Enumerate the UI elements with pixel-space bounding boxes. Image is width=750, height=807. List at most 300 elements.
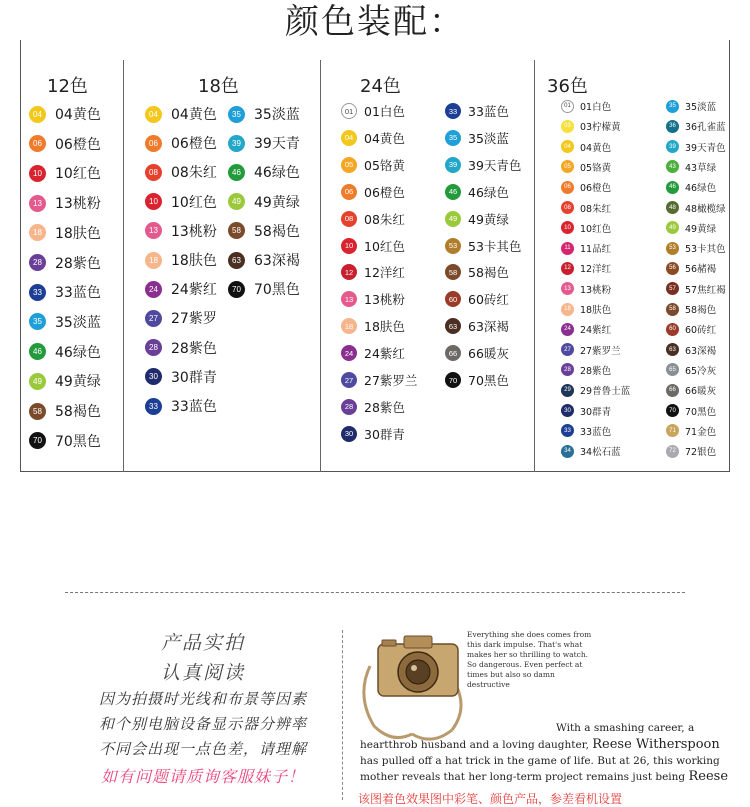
color-swatch: 05 [561,160,574,173]
color-entry [29,104,101,124]
color-swatch: 60 [445,291,461,307]
color-swatch: 58 [445,264,461,280]
color-name: 46绿色 [254,165,300,182]
section-divider [65,592,685,593]
color-swatch: 24 [561,323,574,336]
color-swatch: 70 [666,404,679,417]
color-entry [341,102,405,120]
color-entry [341,129,405,147]
camera-shutter [382,640,396,646]
notice-line-4: 如有问题请质询客服妹子！ [100,767,305,786]
color-name: 63深褐 [254,253,300,269]
column-title-18: 18色 [198,76,239,97]
color-entry [666,424,716,438]
color-swatch: 70 [228,281,245,298]
color-swatch: 72 [666,445,679,458]
color-entry [145,396,217,416]
color-entry [445,317,509,335]
color-name: 24紫红 [580,325,612,337]
photo-quote [467,630,597,690]
color-swatch: 34 [561,445,574,458]
color-entry [561,444,621,458]
story-text: mother reveals that her long-term project remains just being [360,771,689,783]
color-entry [561,180,611,194]
color-swatch: 08 [145,164,162,181]
color-entry [29,431,101,451]
color-swatch: 49 [228,193,245,210]
color-name: 57焦红褐 [685,284,726,296]
color-name: 49黄绿 [468,211,509,227]
column-title-36: 36色 [547,76,588,97]
color-entry [561,383,630,397]
color-entry [445,290,509,308]
color-entry [29,342,101,362]
color-name: 05铬黄 [364,157,405,173]
color-name: 60砖红 [468,292,509,308]
color-entry [445,263,509,281]
color-swatch: 33 [29,284,46,301]
color-name: 39天青色 [685,142,726,154]
color-name: 70黑色 [55,433,101,450]
color-swatch: 13 [29,195,46,212]
color-entry [561,119,621,133]
color-entry [666,282,726,296]
color-name: 18肤色 [580,305,612,316]
color-swatch: 63 [445,318,461,334]
color-swatch: 05 [341,157,357,173]
color-entry [341,263,405,281]
color-name: 53卡其色 [685,244,726,256]
color-name: 30群青 [171,369,217,386]
color-swatch: 35 [228,106,245,123]
color-swatch: 04 [29,106,46,123]
color-entry [228,279,300,299]
color-name: 05铬黄 [580,162,612,174]
color-swatch: 65 [666,363,679,376]
color-swatch: 12 [341,264,357,280]
color-name: 33蓝色 [580,426,612,438]
color-name: 34松石蓝 [580,447,621,459]
color-name: 11品红 [580,244,612,256]
page-title: 颜色装配： [285,2,465,42]
color-entry [561,241,611,255]
color-name: 35淡蓝 [468,130,509,146]
color-name: 28紫色 [55,255,101,272]
story-line: With a smashing career, a [556,722,695,734]
color-entry [445,210,509,228]
color-name: 06橙色 [171,136,217,153]
color-name: 65冷灰 [685,365,717,377]
color-swatch: 04 [145,106,162,123]
color-name: 39天青 [254,136,300,153]
color-swatch: 53 [666,242,679,255]
color-name: 35淡蓝 [685,102,717,113]
color-swatch: 39 [228,135,245,152]
color-name: 01白色 [580,102,612,113]
color-entry [561,363,611,377]
color-swatch: 58 [228,222,245,239]
color-entry [341,371,417,389]
color-swatch: 30 [561,404,574,417]
color-swatch: 71 [666,424,679,437]
color-entry [145,279,217,299]
color-swatch: 06 [561,181,574,194]
color-name: 35淡蓝 [254,107,300,123]
quote-line: So dangerous. Even perfect at [467,660,583,669]
color-swatch: 03 [561,120,574,133]
color-name: 04黄色 [55,107,101,123]
color-swatch: 46 [445,184,461,200]
color-swatch: 18 [29,224,46,241]
color-swatch: 13 [561,282,574,295]
color-name: 35淡蓝 [55,314,101,331]
color-name: 60砖红 [685,325,717,337]
color-swatch: 35 [666,100,679,113]
color-name: 12洋红 [580,264,612,276]
quote-line: destructive [467,680,510,689]
color-name: 56赭褐 [685,264,717,276]
lens-glare [411,665,417,671]
color-swatch: 63 [228,252,245,269]
color-name: 06橙色 [364,184,405,200]
color-entry [145,192,217,212]
color-swatch: 63 [666,343,679,356]
color-name: 48橄榄绿 [685,203,726,215]
color-entry [666,201,726,215]
color-entry [561,99,611,113]
color-name: 08朱红 [364,211,405,227]
color-entry [666,180,716,194]
color-name: 58褐色 [685,305,717,316]
color-entry [341,156,405,174]
notice-line-1: 因为拍摄时光线和布景等因素 [98,690,307,708]
color-entry [445,344,509,362]
color-entry [561,261,611,275]
color-name: 18肤色 [171,253,217,269]
color-entry [666,140,726,154]
color-swatch: 18 [341,318,357,334]
color-entry [228,133,300,153]
color-entry [341,183,405,201]
color-entry [29,312,101,332]
notice-heading-1: 产品实拍 [160,632,245,654]
color-entry [29,401,101,421]
color-swatch: 10 [561,221,574,234]
color-name: 70黑色 [468,373,509,388]
photo-divider [342,630,343,800]
color-entry [561,282,611,296]
color-entry [666,444,716,458]
color-swatch: 33 [445,103,461,119]
color-entry [666,363,716,377]
color-swatch: 70 [29,432,46,449]
notice-line-2: 和个别电脑设备显示器分辨率 [98,715,307,733]
color-entry [445,129,509,147]
color-swatch: 66 [666,384,679,397]
color-swatch: 08 [341,211,357,227]
story-line: has pulled off a hat trick in the game of life. But at 26, this working [360,755,720,767]
color-entry [29,223,101,243]
color-swatch: 12 [561,262,574,275]
color-swatch: 28 [341,399,357,415]
color-entry [666,261,716,275]
color-entry [561,343,621,357]
color-entry [228,162,300,182]
quote-line: times but also so damn [467,670,555,679]
color-name: 66暖灰 [468,346,509,362]
color-name: 13桃粉 [580,284,612,296]
color-entry [29,371,101,391]
color-name: 28紫色 [171,340,217,357]
color-name: 18肤色 [364,319,405,335]
color-name: 04黄色 [364,130,405,146]
color-name: 08朱红 [580,203,612,215]
quote-line: this dark impulse. That's what [467,640,583,649]
color-swatch: 49 [445,211,461,227]
color-name: 58褐色 [254,223,300,240]
color-entry [445,371,509,389]
color-name: 27紫罗兰 [364,373,418,388]
color-swatch: 53 [445,238,461,254]
color-name: 10红色 [55,166,101,183]
quote-line: makes her so thrilling to watch. [467,650,589,659]
color-entry [29,193,101,213]
color-entry [561,424,611,438]
color-entry [145,221,217,241]
color-entry [666,99,716,113]
color-swatch: 70 [445,372,461,388]
color-entry [341,210,405,228]
color-swatch: 28 [561,363,574,376]
color-entry [341,237,405,255]
color-name: 10红色 [171,194,217,211]
camera-viewfinder [404,636,432,648]
color-entry [445,237,521,255]
column-title-24: 24色 [360,76,401,97]
color-entry [666,241,726,255]
color-name: 63深褐 [685,345,717,357]
color-swatch: 58 [29,403,46,420]
color-name: 13桃粉 [364,292,405,308]
color-entry [666,383,716,397]
column-title-12: 12色 [47,76,88,97]
color-swatch: 04 [561,140,574,153]
color-entry [561,322,611,336]
color-name: 27紫罗 [171,311,217,328]
color-name: 30群青 [364,426,405,442]
color-name: 49黄绿 [254,194,300,211]
color-name: 36孔雀蓝 [685,122,726,134]
color-name: 28紫色 [580,365,612,377]
color-name: 33蓝色 [468,104,509,119]
color-entry [29,253,101,273]
story-text: heartthrob husband and a loving daughter, [360,739,593,751]
color-swatch: 39 [445,157,461,173]
color-entry [445,102,509,120]
color-swatch: 10 [145,193,162,210]
color-swatch: 10 [29,165,46,182]
color-entry [341,290,405,308]
color-name: 04黄色 [580,142,612,154]
color-name: 58褐色 [55,404,101,420]
color-name: 06橙色 [580,183,612,195]
color-swatch: 30 [341,426,357,442]
color-swatch: 48 [666,201,679,214]
color-swatch: 35 [445,130,461,146]
color-entry [341,317,405,335]
color-name: 72银色 [685,447,717,459]
color-name: 24紫红 [364,346,405,362]
color-entry [666,160,716,174]
color-entry [29,163,101,183]
color-entry [561,160,611,174]
color-swatch: 49 [666,221,679,234]
color-swatch: 18 [561,303,574,316]
color-entry [228,104,300,124]
color-name: 28紫色 [364,399,405,415]
color-entry [561,302,611,316]
color-name: 12洋红 [364,265,405,281]
color-name: 33蓝色 [171,399,217,415]
color-name: 24紫红 [171,282,217,299]
color-name: 29普鲁士蓝 [580,386,631,398]
color-name: 10红色 [580,223,612,235]
color-name: 30群青 [580,406,612,418]
color-entry [666,322,716,336]
color-entry [666,302,716,316]
color-swatch: 27 [341,372,357,388]
color-swatch: 27 [561,343,574,356]
color-swatch: 46 [29,343,46,360]
color-name: 63深褐 [468,319,509,335]
color-entry [561,221,611,235]
color-entry [145,104,217,124]
color-swatch: 24 [341,345,357,361]
color-name: 04黄色 [171,107,217,123]
color-swatch: 06 [145,135,162,152]
color-swatch: 10 [341,238,357,254]
cutoff-red-text: 该图着色效果图中彩笔、颜色产品，参差看机设置 [358,792,623,806]
color-name: 06橙色 [55,136,101,153]
color-swatch: 08 [561,201,574,214]
color-name: 49黄绿 [55,374,101,391]
color-name: 71金色 [685,426,717,438]
color-name: 08朱红 [171,165,217,182]
color-name: 66暖灰 [685,386,717,398]
color-swatch: 36 [666,120,679,133]
color-swatch: 33 [561,424,574,437]
color-entry [145,338,217,358]
color-swatch: 58 [666,303,679,316]
color-swatch: 18 [145,252,162,269]
color-swatch: 46 [666,181,679,194]
color-swatch: 39 [666,140,679,153]
color-swatch: 04 [341,130,357,146]
camera-lens-inner [406,660,430,684]
color-name: 58褐色 [468,265,509,281]
color-swatch: 43 [666,160,679,173]
color-entry [445,156,521,174]
color-entry [228,221,300,241]
color-swatch: 06 [341,184,357,200]
color-entry [561,140,611,154]
quote-line: Everything she does comes from [467,630,592,639]
color-swatch: 35 [29,313,46,330]
color-entry [445,183,509,201]
color-swatch: 13 [145,222,162,239]
color-name: 39天青色 [468,157,522,173]
color-swatch: 06 [29,135,46,152]
color-entry [341,425,405,443]
color-name: 13桃粉 [55,196,101,213]
color-entry [228,250,300,270]
color-swatch: 13 [341,291,357,307]
color-name: 43草绿 [685,162,717,174]
color-entry [145,308,217,328]
color-entry [145,162,217,182]
color-name: 03柠檬黄 [580,122,621,134]
color-entry [561,404,611,418]
story-line [360,737,720,752]
color-name: 33蓝色 [55,285,101,302]
color-swatch: 30 [145,368,162,385]
color-name: 18肤色 [55,225,101,242]
color-swatch: 01 [561,100,574,113]
color-name: 13桃粉 [171,223,217,240]
color-entry [145,367,217,387]
color-swatch: 27 [145,310,162,327]
color-name: 27紫罗兰 [580,345,621,357]
color-entry [666,221,716,235]
color-name: 46绿色 [685,183,717,195]
color-name: 10红色 [364,238,405,254]
color-swatch: 60 [666,323,679,336]
color-swatch: 29 [561,384,574,397]
notice-line-3: 不同会出现一点色差，请理解 [98,740,307,758]
color-swatch: 28 [29,254,46,271]
color-swatch: 01 [341,103,357,119]
story-line [360,769,728,784]
color-entry [561,201,611,215]
color-entry [341,344,405,362]
color-name: 46绿色 [55,344,101,361]
color-entry [29,282,101,302]
color-entry [341,398,405,416]
color-entry [228,192,300,212]
color-swatch: 24 [145,281,162,298]
color-swatch: 11 [561,242,574,255]
color-swatch: 49 [29,373,46,390]
color-entry [666,404,716,418]
color-entry [145,250,217,270]
color-swatch: 56 [666,262,679,275]
color-name: 46绿色 [468,184,509,200]
color-swatch: 57 [666,282,679,295]
color-name: 70黑色 [254,282,300,299]
color-name: 53卡其色 [468,238,522,254]
color-entry [145,133,217,153]
color-entry [666,343,716,357]
story-name: Reese Witherspoon [592,737,720,752]
color-swatch: 33 [145,398,162,415]
color-entry [666,119,726,133]
story-name: Reese [688,769,729,784]
color-swatch: 66 [445,345,461,361]
color-swatch: 28 [145,339,162,356]
color-entry [29,134,101,154]
color-name: 49黄绿 [685,223,717,235]
notice-heading-2: 认真阅读 [160,662,245,684]
